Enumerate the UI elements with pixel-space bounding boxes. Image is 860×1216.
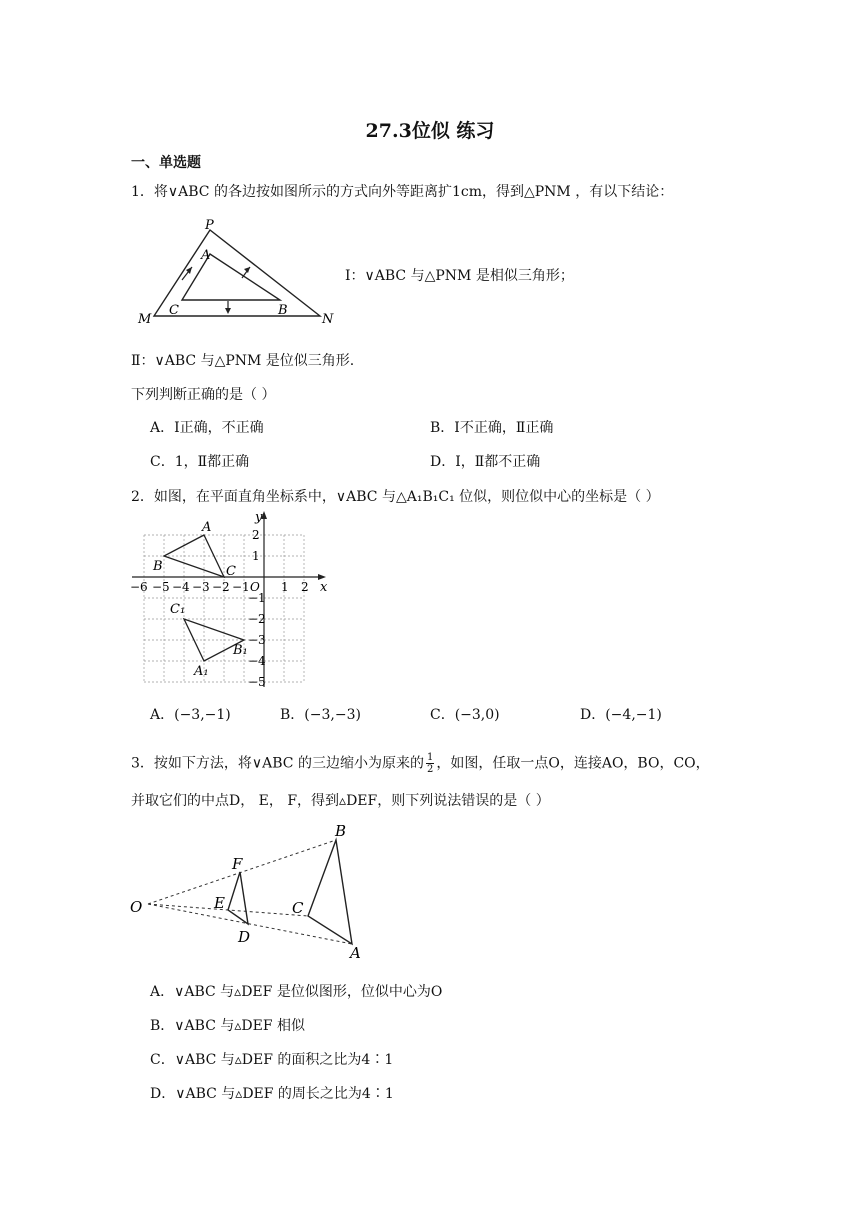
q3-stem-part2: ，如图，任取一点O，连接AO，BO，CO， [436, 755, 710, 772]
x-tick: −2 [212, 580, 230, 594]
q3-option-b[interactable]: B．∨ABC 与▵DEF 相似 [150, 1018, 305, 1034]
label-b: B [153, 559, 163, 574]
q2-option-d[interactable]: D．(−4,−1) [580, 707, 662, 723]
triangle-abc [308, 840, 352, 944]
q1-option-d[interactable]: D．Ⅰ，Ⅱ都不正确 [430, 454, 541, 470]
q3-option-d[interactable]: D．∨ABC 与▵DEF 的周长之比为4∶1 [150, 1086, 394, 1102]
section-heading: 一、单选题 [131, 155, 201, 171]
y-tick: −3 [248, 633, 266, 647]
label-p: P [205, 218, 214, 233]
fraction-numerator: 1 [426, 752, 434, 763]
label-n: N [322, 312, 334, 327]
x-axis-label: x [320, 580, 328, 595]
label-c: C [169, 303, 179, 318]
q1-statement-1: Ⅰ：∨ABC 与△PNM 是相似三角形； [345, 268, 574, 284]
label-a: A [350, 944, 361, 960]
q1-option-b[interactable]: B．Ⅰ不正确，Ⅱ正确 [430, 420, 554, 436]
label-f: F [232, 855, 243, 873]
q1-figure [130, 212, 345, 327]
origin-label: O [250, 580, 260, 594]
label-b: B [278, 303, 288, 318]
x-tick: 1 [281, 580, 289, 594]
x-tick: 2 [301, 580, 309, 594]
label-c: C [292, 899, 304, 917]
label-m: M [138, 312, 152, 327]
q1-statement-2: Ⅱ：∨ABC 与△PNM 是位似三角形. [131, 353, 355, 369]
y-axis-label: y [255, 510, 263, 525]
label-c: C [226, 564, 236, 579]
label-e: E [214, 894, 225, 912]
label-a: A [201, 248, 211, 263]
y-tick: 1 [252, 549, 260, 563]
x-tick: −5 [152, 580, 170, 594]
q3-stem-part1: 3．按如下方法，将∨ABC 的三边缩小为原来的 [131, 755, 424, 772]
page-title: 27.3位似 练习 [365, 120, 495, 142]
q1-option-c[interactable]: C．1，Ⅱ都正确 [150, 454, 250, 470]
q3-option-a[interactable]: A．∨ABC 与▵DEF 是位似图形，位似中心为O [150, 984, 443, 1000]
triangle-def [228, 872, 248, 924]
label-a: A [202, 520, 212, 535]
q2-option-a[interactable]: A．(−3,−1) [150, 707, 231, 723]
y-tick: −1 [248, 591, 266, 605]
q2-option-c[interactable]: C．(−3,0) [430, 707, 500, 723]
triangle-abc [182, 254, 280, 300]
q2-stem: 2．如图，在平面直角坐标系中，∨ABC 与△A₁B₁C₁ 位似，则位似中心的坐标是（ ） [131, 489, 660, 505]
q1-option-a[interactable]: A．Ⅰ正确，不正确 [150, 420, 264, 436]
q2-coordinate-figure [128, 507, 336, 690]
label-b1: B₁ [233, 643, 248, 658]
y-tick: 2 [252, 528, 260, 542]
label-o: O [130, 898, 143, 916]
fraction-denominator: 2 [426, 764, 434, 775]
x-tick: −4 [172, 580, 190, 594]
label-c1: C₁ [170, 602, 186, 617]
y-tick: −4 [248, 654, 266, 668]
q3-option-c[interactable]: C．∨ABC 与▵DEF 的面积之比为4∶1 [150, 1052, 394, 1068]
q2-option-b[interactable]: B．(−3,−3) [280, 707, 361, 723]
y-tick: −5 [248, 675, 266, 689]
x-tick: −3 [192, 580, 210, 594]
label-b: B [335, 822, 347, 840]
label-a1: A₁ [194, 664, 209, 679]
q1-stem: 1．将∨ABC 的各边按如图所示的方式向外等距离扩1cm，得到△PNM ，有以下结论： [131, 184, 674, 200]
x-tick: −6 [130, 580, 148, 594]
q3-stem-line2: 并取它们的中点D， E， F，得到▵DEF，则下列说法错误的是（ ） [131, 793, 550, 809]
q3-stem-line1 [131, 752, 710, 775]
fraction [426, 752, 434, 775]
q3-figure [128, 818, 368, 960]
q1-ask: 下列判断正确的是（ ） [131, 387, 276, 403]
x-tick: −1 [232, 580, 250, 594]
y-tick: −2 [248, 612, 266, 626]
label-d: D [238, 928, 251, 946]
